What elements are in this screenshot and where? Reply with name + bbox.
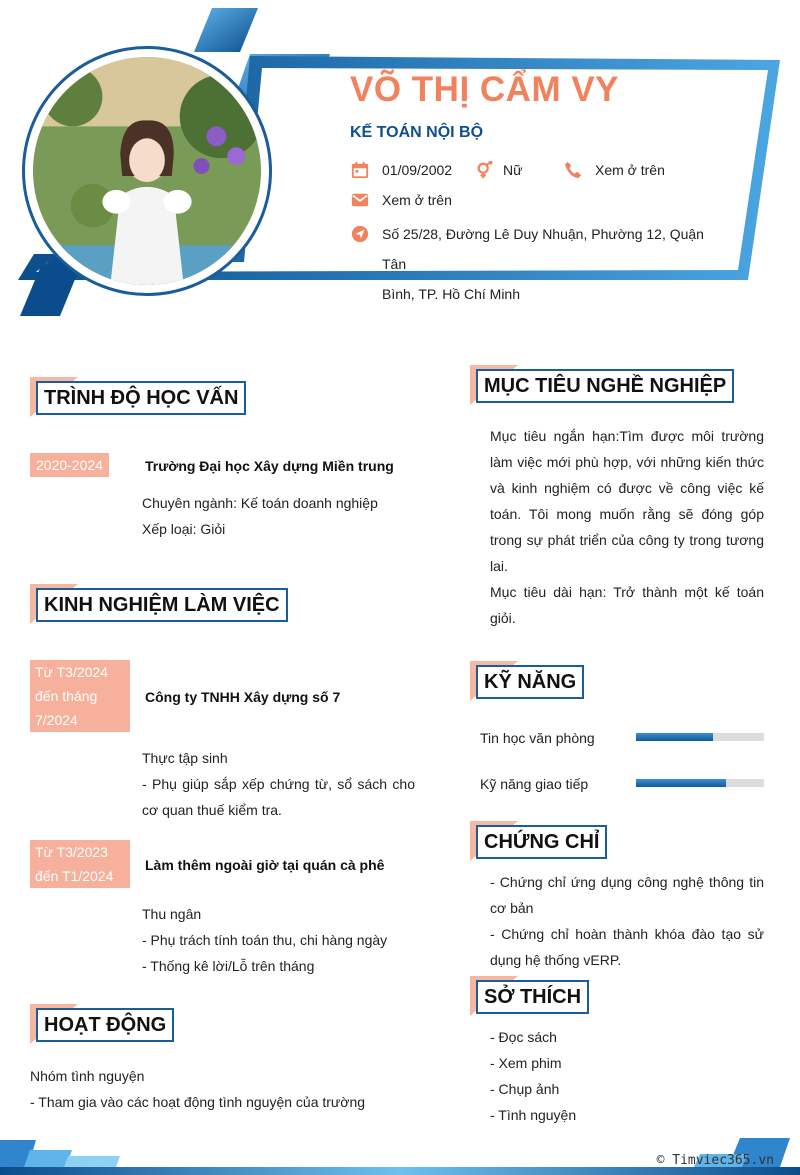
experience-1-company: Công ty TNHH Xây dựng số 7 [145, 689, 341, 705]
gender-row [475, 160, 522, 180]
gender-value: Nữ [503, 162, 523, 178]
profile-photo-frame [22, 46, 272, 296]
hobbies-content: - Đọc sách - Xem phim - Chụp ảnh - Tình nguyện [490, 1029, 577, 1123]
location-icon [350, 224, 370, 244]
phone-value: Xem ở trên [595, 162, 665, 178]
gender-icon [475, 160, 495, 180]
experience-1-period: Từ T3/2024 đến tháng 7/2024 [30, 660, 130, 732]
email-icon [350, 190, 370, 210]
skill-1-name: Tin học văn phòng [480, 730, 595, 746]
address-value: Số 25/28, Đường Lê Duy Nhuận, Phường 12, Quận Tân Bình, TP. Hồ Chí Minh [382, 226, 704, 302]
skill-2-name: Kỹ năng giao tiếp [480, 776, 589, 792]
calendar-icon [350, 160, 370, 180]
job-title: KẾ TOÁN NỘI BỘ [350, 124, 484, 141]
skill-1-bar [636, 733, 764, 741]
experience-2-company: Làm thêm ngoài giờ tại quán cà phê [145, 857, 385, 873]
profile-photo [33, 57, 261, 285]
birthdate-row [350, 160, 452, 180]
education-period: 2020-2024 [30, 453, 109, 477]
phone-icon [563, 160, 583, 180]
skill-2-level [636, 779, 726, 787]
email-value: Xem ở trên [382, 192, 452, 208]
birthdate-value: 01/09/2002 [382, 162, 453, 178]
objective-content: Mục tiêu ngắn hạn:Tìm được môi trường làm việc mới phù hợp, với những kiến thức và kinh nghiệm có được về công việc kế toán. Tôi mong muốn rằng sẽ đóng góp trong sự phát triển của công ty trong tương lai. Mục tiêu dài hạn: Trở thành một kế toán giỏi. [490, 428, 764, 626]
experience-1-details: Thực tập sinh - Phụ giúp sắp xếp chứng từ, sổ sách cho cơ quan thuế kiểm tra. [142, 750, 415, 818]
education-school: Trường Đại học Xây dựng Miền trung [145, 458, 394, 474]
certificates-content: - Chứng chỉ ứng dụng công nghệ thông tin cơ bản - Chứng chỉ hoàn thành khóa đào tạo sử dụng hệ thống vERP. [490, 874, 764, 968]
phone-row [563, 160, 665, 180]
footer-watermark: © Timviec365.vn [656, 1153, 774, 1168]
education-details: Chuyên ngành: Kế toán doanh nghiệp Xếp loại: Giỏi [142, 495, 378, 537]
skill-1-level [636, 733, 713, 741]
email-row [350, 190, 452, 210]
candidate-name: VÕ THỊ CẨM VY [350, 70, 620, 109]
experience-2-details: Thu ngân - Phụ trách tính toán thu, chi hàng ngày - Thống kê lời/Lỗ trên tháng [142, 906, 388, 974]
activities-content: Nhóm tình nguyện - Tham gia vào các hoạt động tình nguyện của trường [30, 1068, 366, 1110]
address-row [350, 219, 722, 309]
skill-2-bar [636, 779, 764, 787]
experience-2-period: Từ T3/2023 đến T1/2024 [30, 840, 130, 888]
